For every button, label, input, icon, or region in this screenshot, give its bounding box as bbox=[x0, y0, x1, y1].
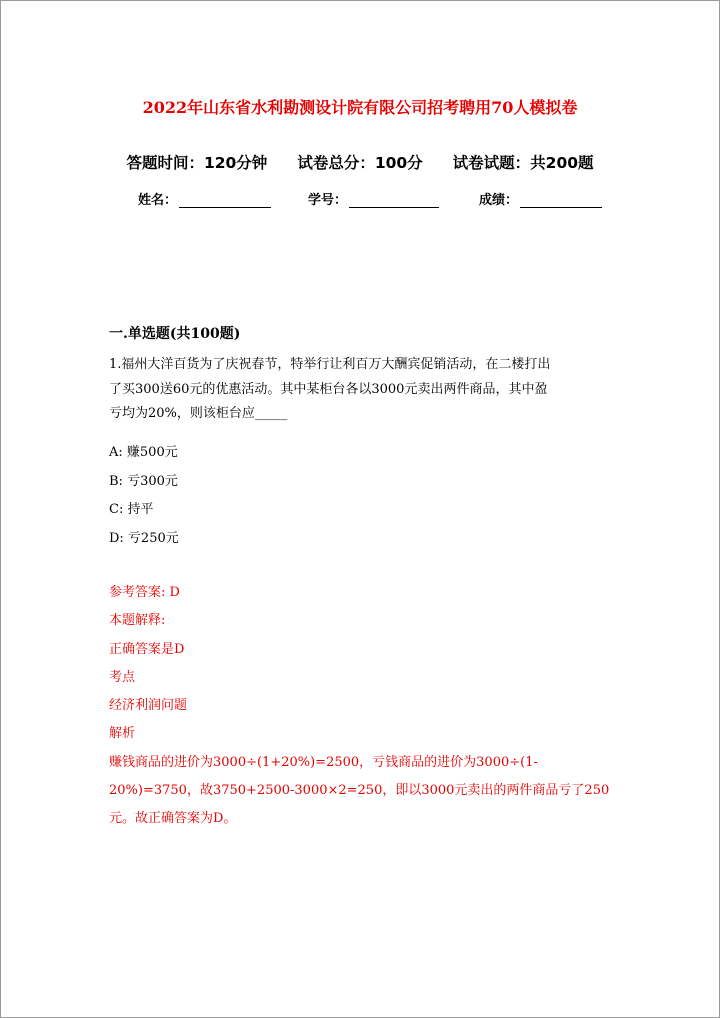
grade-field bbox=[479, 189, 602, 208]
question-line: 1.福州大洋百货为了庆祝春节，特举行让利百万大酬宾促销活动，在二楼打出 bbox=[109, 357, 551, 372]
exam-question-count: 试卷试题：共200题 bbox=[452, 154, 594, 172]
question-line: 亏均为20%，则该柜台应_____ bbox=[109, 406, 288, 421]
question-stem bbox=[109, 353, 619, 427]
student-id-blank bbox=[349, 193, 439, 208]
option-b: B: 亏300元 bbox=[109, 473, 178, 489]
name-field bbox=[138, 189, 271, 208]
exam-meta bbox=[1, 151, 719, 173]
question-line: 了买300送60元的优惠活动。其中某柜台各以3000元卖出两件商品，其中盈 bbox=[109, 381, 548, 397]
question-options bbox=[109, 439, 179, 553]
section-title: 一.单选题(共100题) bbox=[109, 326, 241, 342]
kaodian-text: 经济利润问题 bbox=[109, 698, 188, 714]
jiexi-line: 20%)=3750，故3750+2500-3000×2=250，即以3000元卖出的两件商品亏了250 bbox=[109, 783, 610, 799]
jiexi-line: 赚钱商品的进价为3000÷(1+20%)=2500，亏钱商品的进价为3000÷(1- bbox=[109, 754, 538, 770]
student-id-label: 学号： bbox=[308, 193, 348, 208]
exam-time: 答题时间：120分钟 bbox=[126, 154, 268, 172]
grade-label: 成绩： bbox=[479, 193, 519, 208]
answer-block bbox=[109, 579, 629, 834]
kaodian-label: 考点 bbox=[109, 669, 136, 685]
jiexi-label: 解析 bbox=[109, 726, 136, 742]
grade-blank bbox=[520, 193, 602, 208]
explanation-label: 本题解释: bbox=[109, 613, 166, 629]
jiexi-line: 元。故正确答案为D。 bbox=[109, 811, 237, 827]
option-c: C: 持平 bbox=[109, 502, 154, 517]
option-d: D: 亏250元 bbox=[109, 530, 179, 546]
correct-answer: 正确答案是D bbox=[109, 641, 185, 657]
student-id-field bbox=[308, 189, 439, 208]
option-a: A: 赚500元 bbox=[109, 445, 178, 460]
exam-total-score: 试卷总分：100分 bbox=[297, 154, 423, 172]
exam-title: 2022年山东省水利勘测设计院有限公司招考聘用70人模拟卷 bbox=[142, 98, 578, 117]
reference-answer: 参考答案: D bbox=[109, 585, 180, 600]
name-label: 姓名： bbox=[138, 193, 178, 208]
name-blank bbox=[179, 193, 271, 208]
